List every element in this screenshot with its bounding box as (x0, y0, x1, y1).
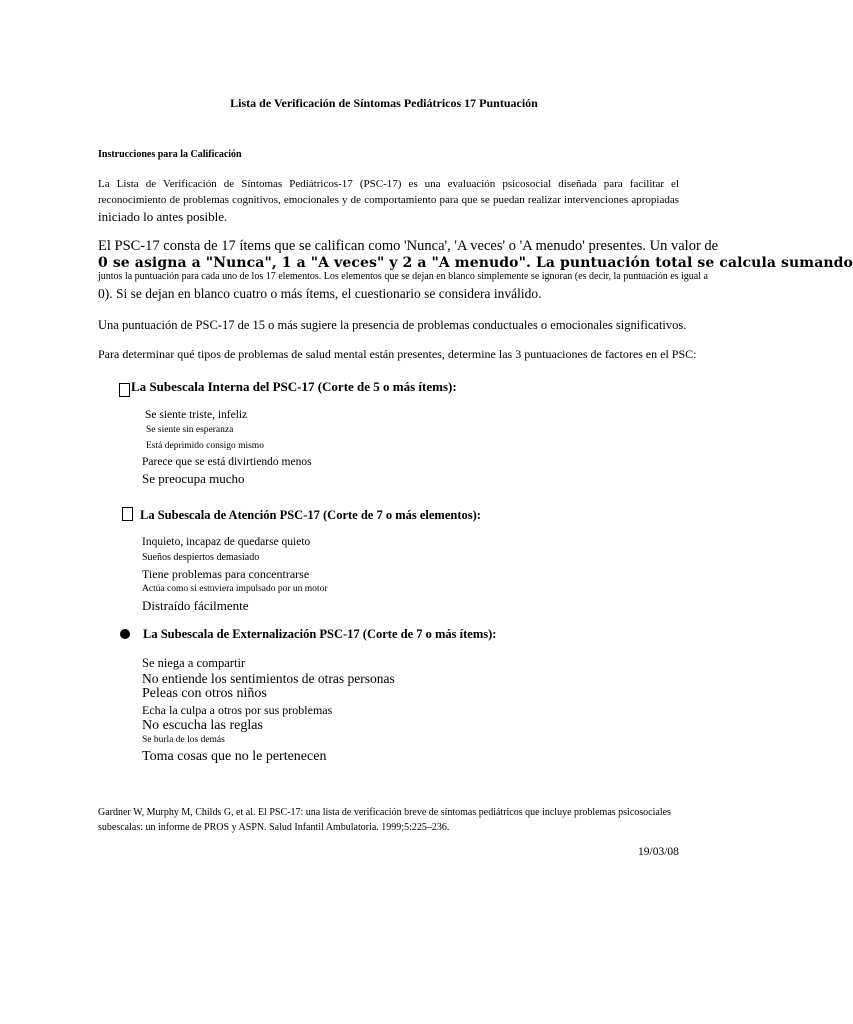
list-item: Tiene problemas para concentrarse (142, 567, 310, 581)
para3: Una puntuación de PSC-17 de 15 o más sugiere la presencia de problemas conductuales o emocionales significativos. (98, 318, 687, 332)
para2-line4: 0). Si se dejan en blanco cuatro o más ítems, el cuestionario se considera inválido. (98, 286, 542, 301)
para2-line1: El PSC-17 consta de 17 ítems que se califican como 'Nunca', 'A veces' o 'A menudo' presentes. Un valor de (98, 238, 719, 254)
list-item: Distraído fácilmente (142, 598, 249, 613)
list-item: Inquieto, incapaz de quedarse quieto (142, 536, 311, 548)
para2-line2: 0 se asigna a "Nunca", 1 a "A veces" y 2 a "A menudo". La puntuación total se calcula sumando (98, 255, 853, 271)
list-item: Parece que se está divirtiendo menos (142, 456, 312, 468)
list-item: No entiende los sentimientos de otras personas (142, 671, 395, 686)
para4: Para determinar qué tipos de problemas de salud mental están presentes, determine las 3 puntuaciones de factores en el PSC: (98, 347, 697, 361)
citation-line1: Gardner W, Murphy M, Childs G, et al. El PSC-17: una lista de verificación breve de síntomas pediátricos que incluye problemas psicosociales (98, 807, 671, 818)
list-item: Peleas con otros niños (142, 686, 267, 701)
list-item: Actúa como si estuviera impulsado por un motor (142, 584, 328, 594)
section-externalizing-heading: La Subescala de Externalización PSC-17 (Corte de 7 o más ítems): (143, 627, 497, 641)
list-item: Sueños despiertos demasiado (142, 552, 260, 563)
list-item: Está deprimido consigo mismo (146, 441, 264, 451)
instructions-heading: Instrucciones para la Calificación (98, 149, 242, 160)
list-item: Se burla de los demás (142, 735, 225, 745)
para1-line1: La Lista de Verificación de Síntomas Pediátricos-17 (PSC-17) es una evaluación psicosocial diseñada para facilitar el (98, 178, 679, 190)
list-item: Se siente sin esperanza (146, 425, 234, 435)
list-item: Se preocupa mucho (142, 471, 245, 486)
document-date: 19/03/08 (638, 846, 679, 858)
bullet-icon (120, 627, 130, 643)
para1-line2: reconocimiento de problemas cognitivos, emocionales y de comportamiento para que se puedan realizar intervenciones apropiadas (98, 194, 679, 206)
box-icon (119, 383, 130, 401)
box-icon (122, 507, 133, 525)
para2-line3: juntos la puntuación para cada uno de los 17 elementos. Los elementos que se dejan en blanco simplemente se ignoran (es decir, la puntuación es igual a (98, 271, 708, 282)
list-item: Toma cosas que no le pertenecen (142, 749, 327, 764)
list-item: No escucha las reglas (142, 718, 263, 733)
citation-line2: subescalas: un informe de PROS y ASPN. Salud Infantil Ambulatoria. 1999;5:225–236. (98, 822, 450, 833)
document-title: Lista de Verificación de Síntomas Pediátricos 17 Puntuación (230, 96, 538, 110)
list-item: Se siente triste, infeliz (145, 409, 248, 421)
section-internal-heading: La Subescala Interna del PSC-17 (Corte de 5 o más ítems): (131, 379, 457, 394)
para1-line3: iniciado lo antes posible. (98, 209, 228, 224)
section-attention-heading: La Subescala de Atención PSC-17 (Corte de 7 o más elementos): (140, 508, 481, 522)
list-item: Echa la culpa a otros por sus problemas (142, 703, 333, 717)
list-item: Se niega a compartir (142, 656, 246, 670)
